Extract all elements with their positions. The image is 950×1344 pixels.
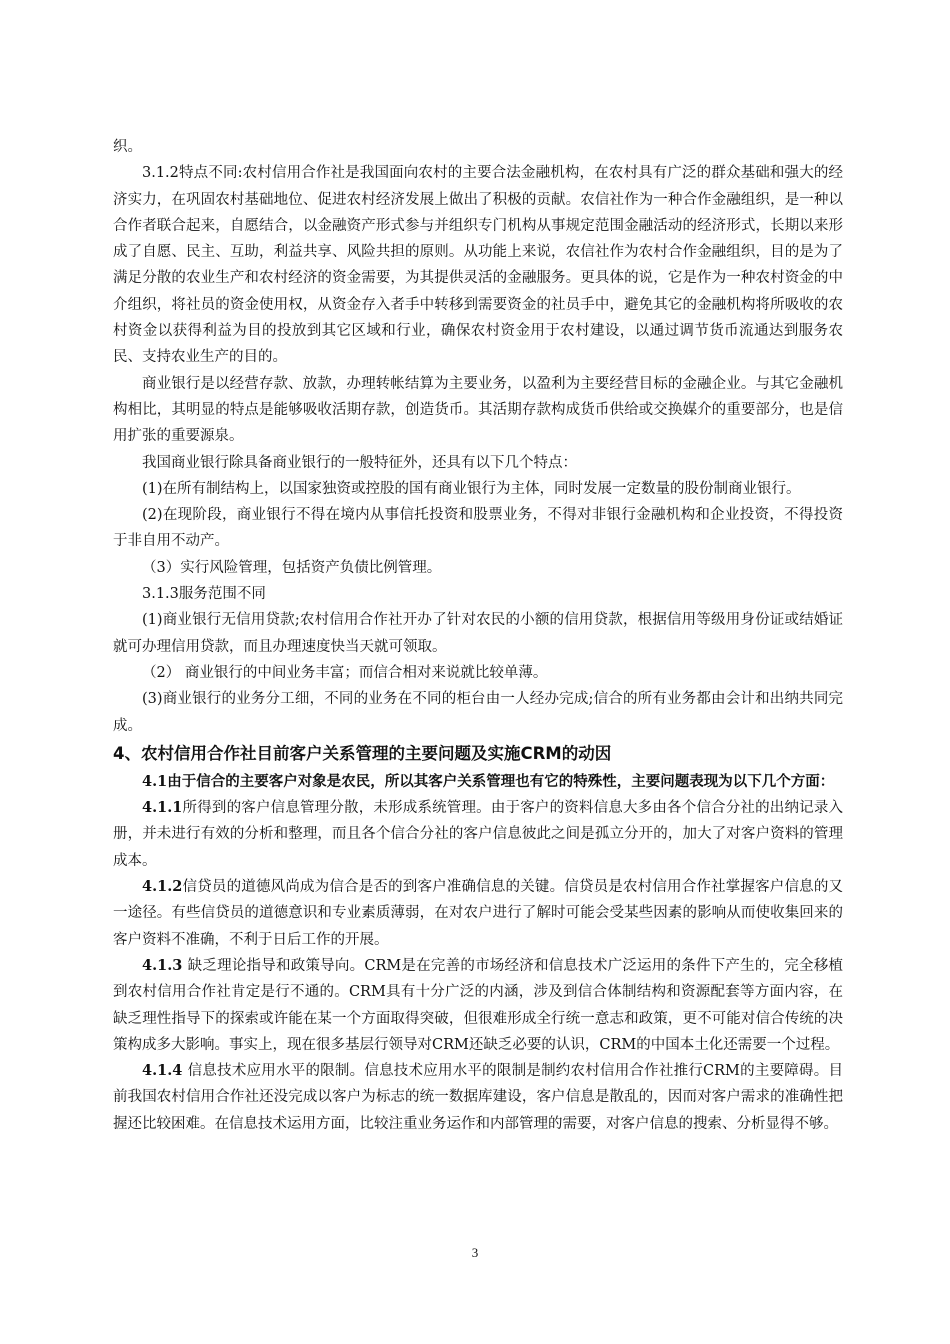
subsection-4-1: 4.1由于信合的主要客户对象是农民，所以其客户关系管理也有它的特殊性，主要问题表现为以下几个方面： — [142, 772, 835, 790]
section-heading-4: 4、农村信用合作社目前客户关系管理的主要问题及实施CRM的动因 — [113, 743, 612, 763]
paragraph-4-1-1 — [113, 795, 843, 874]
subsection-3-1-3: 3.1.3服务范围不同 — [142, 586, 266, 603]
list-item-2: (2)在现阶段，商业银行不得在境内从事信托投资和股票业务，不得对非银行金融机构和企业投资，不得投资于非自用不动产。 — [113, 507, 843, 550]
service-item-2: （2） 商业银行的中间业务丰富；而信合相对来说就比较单薄。 — [142, 664, 548, 681]
paragraph-4-1-4 — [113, 1058, 843, 1137]
number-4-1-3: 4.1.3 — [142, 956, 188, 974]
service-item-3: (3)商业银行的业务分工细，不同的业务在不同的柜台由一人经办完成;信合的所有业务都由会计和出纳共同完成。 — [113, 691, 843, 734]
page-number: 3 — [471, 1245, 479, 1260]
paragraph-commercial-bank: 商业银行是以经营存款、放款，办理转帐结算为主要业务，以盈利为主要经营目标的金融企业。与其它金融机构相比，其明显的特点是能够吸收活期存款，创造货币。其活期存款构成货币供给或交换媒介的重要部分，也是信用扩张的重要源泉。 — [113, 375, 843, 445]
list-item-3: （3）实行风险管理，包括资产负债比例管理。 — [142, 559, 442, 576]
paragraph-3-1-2: 3.1.2特点不同:农村信用合作社是我国面向农村的主要合法金融机构，在农村具有广泛的群众基础和强大的经济实力，在巩固农村基础地位、促进农村经济发展上做出了积极的贡献。农信社作为一种合作金融组织，是一种以合作者联合起来，自愿结合，以金融资产形式参与并组织专门机构从事规定范围金融活动的经济形式，长期以来形成了自愿、民主、互助，利益共享、风险共担的原则。从功能上来说，农信社作为农村合作金融组织，目的是为了满足分散的农业生产和农村经济的资金需要，为其提供灵活的金融服务。更具体的说，它是作为一种农村资金的中介组织，将社员的资金使用权，从资金存入者手中转移到需要资金的社员手中，避免其它的金融机构将所吸收的农村资金以获得利益为目的投放到其它区域和行业，确保农村资金用于农村建设，以通过调节货币流通达到服务农民、支持农业生产的目的。 — [113, 165, 843, 366]
document-body — [113, 134, 843, 1137]
number-4-1-4: 4.1.4 — [142, 1062, 188, 1080]
text-4-1-3: 缺乏理论指导和政策导向。CRM是在完善的市场经济和信息技术广泛运用的条件下产生的，完全移植到农村信用合作社肯定是行不通的。CRM具有十分广泛的内涵，涉及到信合体制结构和资源配套等方面内容，在缺乏理性指导下的探索或许能在某一个方面取得突破，但很难形成全行统一意志和政策，更不可能对信合传统的决策构成多大影响。事实上，现在很多基层行领导对CRM还缺乏必要的认识，CRM的中国本土化还需要一个过程。 — [113, 957, 843, 1053]
text-4-1-4: 信息技术应用水平的限制。信息技术应用水平的限制是制约农村信用合作社推行CRM的主要障碍。目前我国农村信用合作社还没完成以客户为标志的统一数据库建设，客户信息是散乱的，因而对客户需求的准确性把握还比较困难。在信息技术运用方面，比较注重业务运作和内部管理的需要，对客户信息的搜索、分析显得不够。 — [113, 1063, 843, 1132]
text-4-1-1: 所得到的客户信息管理分散，未形成系统管理。由于客户的资料信息大多由各个信合分社的出纳记录入册，并未进行有效的分析和整理，而且各个信合分社的客户信息彼此之间是孤立分开的，加大了对客户资料的管理成本。 — [113, 800, 843, 869]
paragraph-4-1-3 — [113, 953, 843, 1058]
number-4-1-1: 4.1.1 — [142, 799, 183, 817]
number-4-1-2: 4.1.2 — [142, 878, 183, 896]
service-item-1: (1)商业银行无信用贷款;农村信用合作社开办了针对农民的小额的信用贷款，根据信用等级用身份证或结婚证就可办理信用贷款，而且办理速度快当天就可领取。 — [113, 612, 843, 655]
paragraph-features-intro: 我国商业银行除具备商业银行的一般特征外，还具有以下几个特点： — [142, 454, 577, 471]
paragraph-4-1-2 — [113, 874, 843, 953]
text-4-1-2: 信贷员的道德风尚成为信合是否的到客户准确信息的关键。信贷员是农村信用合作社掌握客户信息的又一途径。有些信贷员的道德意识和专业素质薄弱，在对农户进行了解时可能会受某些因素的影响从而使收集回来的客户资料不准确，不利于日后工作的开展。 — [113, 879, 843, 948]
list-item-1: (1)在所有制结构上，以国家独资或控股的国有商业银行为主体，同时发展一定数量的股份制商业银行。 — [142, 480, 801, 497]
paragraph-continuation: 织。 — [113, 139, 142, 155]
